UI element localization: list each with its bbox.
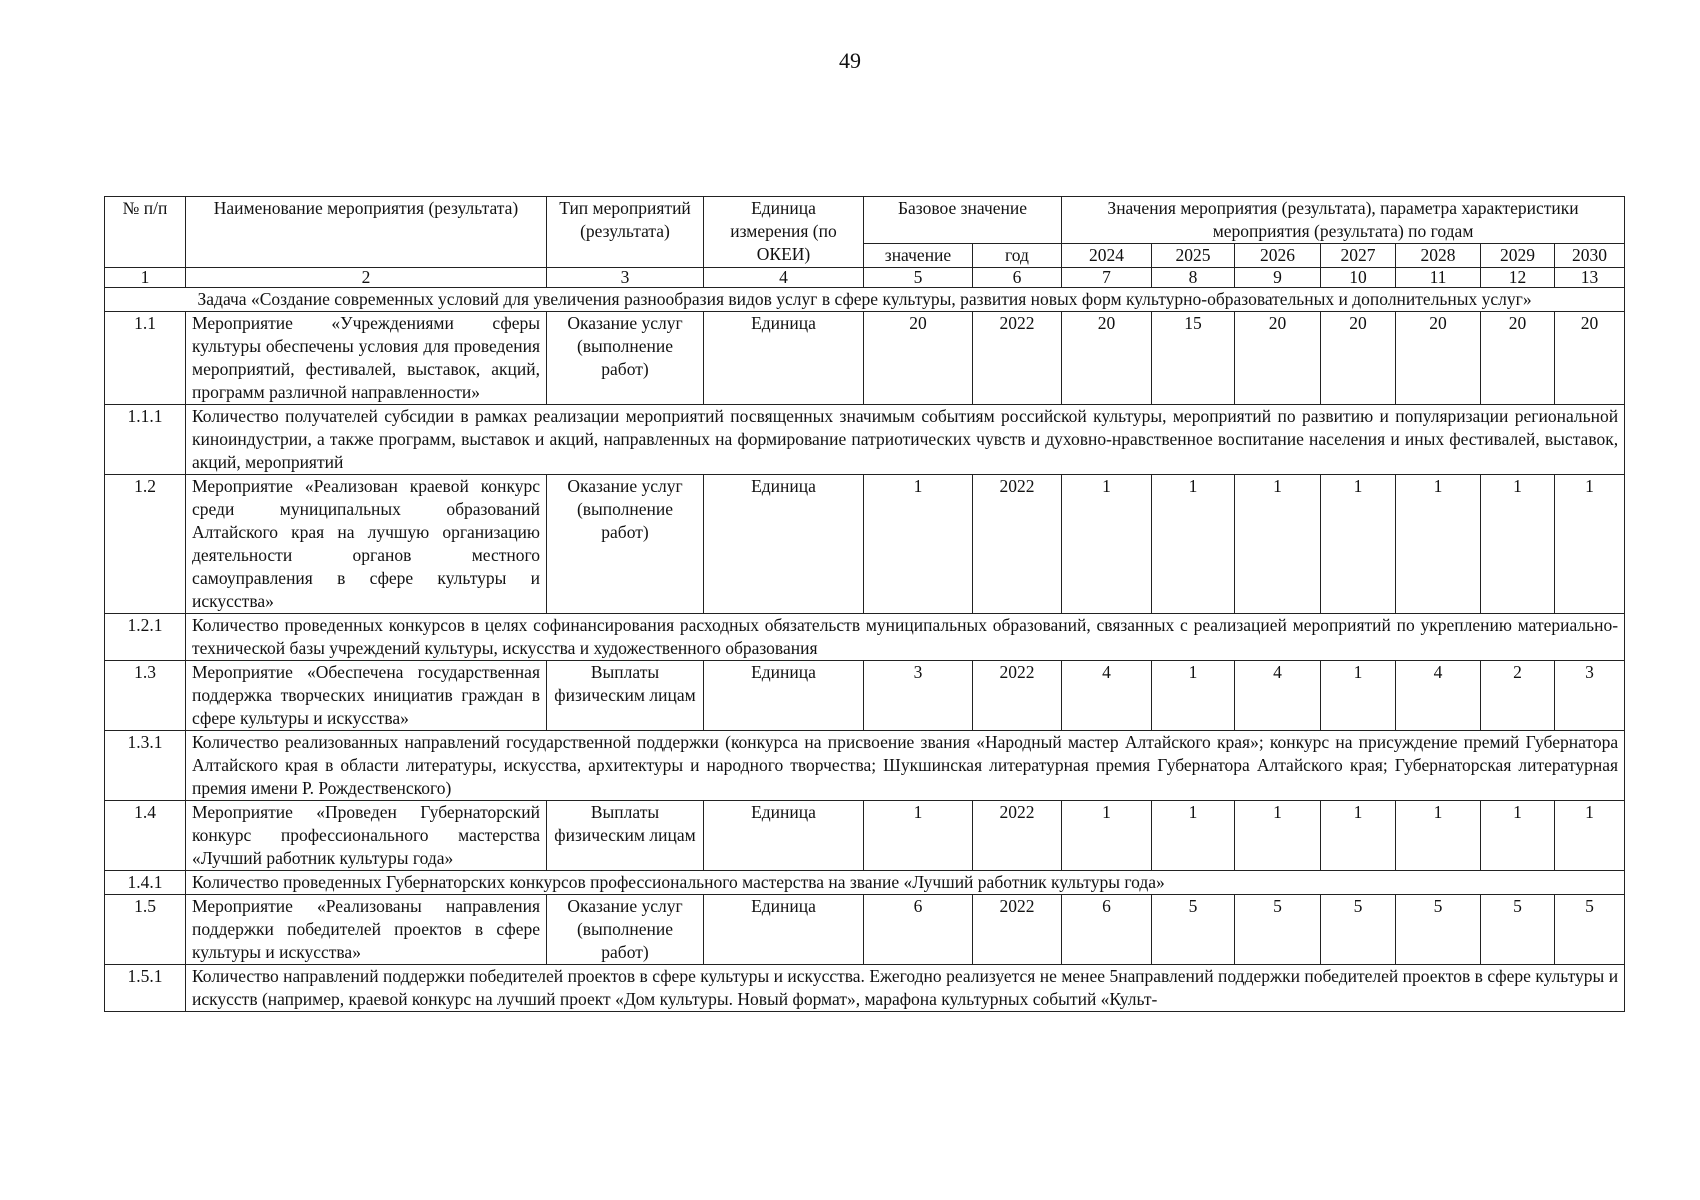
year-value: 5 <box>1321 895 1396 965</box>
task-row <box>105 288 1625 312</box>
header-num: № п/п <box>105 197 186 268</box>
activity-unit: Единица <box>704 661 864 731</box>
indicator-row <box>105 614 1625 661</box>
activity-name: Мероприятие «Обеспечена государственная поддержка творческих инициатив граждан в сфере культуры и искусства» <box>186 661 547 731</box>
activity-row <box>105 312 1625 405</box>
year-value: 1 <box>1062 801 1152 871</box>
header-base-value: значение <box>864 244 973 268</box>
year-value: 1 <box>1555 475 1625 614</box>
table-header <box>105 197 1625 288</box>
year-value: 1 <box>1152 661 1235 731</box>
base-value: 3 <box>864 661 973 731</box>
column-number: 6 <box>973 268 1062 288</box>
activity-row <box>105 475 1625 614</box>
year-value: 3 <box>1555 661 1625 731</box>
activity-type: Выплаты физическим лицам <box>547 661 704 731</box>
header-year: 2027 <box>1321 244 1396 268</box>
header-year: 2029 <box>1481 244 1555 268</box>
activity-name: Мероприятие «Учреждениями сферы культуры обеспечены условия для проведения мероприятий, фестивалей, выставок, акций, программ различной направленности» <box>186 312 547 405</box>
year-value: 1 <box>1321 801 1396 871</box>
indicator-text: Количество проведенных Губернаторских конкурсов профессионального мастерства на звание «Лучший работник культуры года» <box>186 871 1625 895</box>
activity-type: Оказание услуг (выполнение работ) <box>547 895 704 965</box>
activity-name: Мероприятие «Реализован краевой конкурс среди муниципальных образований Алтайского края на лучшую организацию деятельности органов местного самоуправления в сфере культуры и искусства» <box>186 475 547 614</box>
activity-row <box>105 661 1625 731</box>
year-value: 1 <box>1321 475 1396 614</box>
column-number: 3 <box>547 268 704 288</box>
column-number: 13 <box>1555 268 1625 288</box>
column-number: 11 <box>1396 268 1481 288</box>
header-year: 2028 <box>1396 244 1481 268</box>
activity-name: Мероприятие «Проведен Губернаторский конкурс профессионального мастерства «Лучший работник культуры года» <box>186 801 547 871</box>
base-value: 1 <box>864 475 973 614</box>
column-number: 1 <box>105 268 186 288</box>
year-value: 1 <box>1396 475 1481 614</box>
indicator-num: 1.2.1 <box>105 614 186 661</box>
year-value: 1 <box>1235 801 1321 871</box>
year-value: 1 <box>1152 475 1235 614</box>
year-value: 15 <box>1152 312 1235 405</box>
header-unit: Единица измерения (по ОКЕИ) <box>704 197 864 268</box>
year-value: 4 <box>1235 661 1321 731</box>
base-value: 1 <box>864 801 973 871</box>
activity-type: Оказание услуг (выполнение работ) <box>547 475 704 614</box>
year-value: 1 <box>1062 475 1152 614</box>
header-type: Тип мероприятий (результата) <box>547 197 704 268</box>
year-value: 20 <box>1555 312 1625 405</box>
indicator-row <box>105 731 1625 801</box>
year-value: 1 <box>1321 661 1396 731</box>
activity-num: 1.2 <box>105 475 186 614</box>
base-value: 20 <box>864 312 973 405</box>
activity-num: 1.3 <box>105 661 186 731</box>
year-value: 1 <box>1152 801 1235 871</box>
year-value: 5 <box>1481 895 1555 965</box>
indicator-text: Количество проведенных конкурсов в целях софинансирования расходных обязательств муниципальных образований, связанных с реализацией мероприятий по укреплению материально-технической базы учреждений культуры, искусства и художественного образования <box>186 614 1625 661</box>
activity-type: Выплаты физическим лицам <box>547 801 704 871</box>
year-value: 20 <box>1481 312 1555 405</box>
base-year: 2022 <box>973 475 1062 614</box>
header-year: 2024 <box>1062 244 1152 268</box>
year-value: 20 <box>1396 312 1481 405</box>
base-year: 2022 <box>973 312 1062 405</box>
year-value: 1 <box>1481 801 1555 871</box>
year-value: 4 <box>1062 661 1152 731</box>
activity-name: Мероприятие «Реализованы направления поддержки победителей проектов в сфере культуры и искусства» <box>186 895 547 965</box>
base-value: 6 <box>864 895 973 965</box>
year-value: 1 <box>1481 475 1555 614</box>
base-year: 2022 <box>973 895 1062 965</box>
year-value: 1 <box>1555 801 1625 871</box>
header-base-year: год <box>973 244 1062 268</box>
column-number-row <box>105 268 1625 288</box>
header-year: 2026 <box>1235 244 1321 268</box>
activity-num: 1.4 <box>105 801 186 871</box>
year-value: 5 <box>1152 895 1235 965</box>
indicator-row <box>105 871 1625 895</box>
indicator-row <box>105 405 1625 475</box>
task-text: Задача «Создание современных условий для увеличения разнообразия видов услуг в сфере культуры, развития новых форм культурно-образовательных и дополнительных услуг» <box>105 288 1625 312</box>
activity-type: Оказание услуг (выполнение работ) <box>547 312 704 405</box>
indicator-text: Количество получателей субсидии в рамках реализации мероприятий посвященных значимым событиям российской культуры, мероприятий по развитию и популяризации региональной киноиндустрии, а также программ, выставок и акций, направленных на формирование патриотических чувств и духовно-нравственное воспитание населения и иных фестивалей, выставок, акций, мероприятий <box>186 405 1625 475</box>
activity-row <box>105 801 1625 871</box>
year-value: 4 <box>1396 661 1481 731</box>
year-value: 1 <box>1235 475 1321 614</box>
indicator-num: 1.1.1 <box>105 405 186 475</box>
column-number: 2 <box>186 268 547 288</box>
year-value: 20 <box>1062 312 1152 405</box>
base-year: 2022 <box>973 661 1062 731</box>
table-body <box>105 288 1625 1012</box>
indicator-text: Количество реализованных направлений государственной поддержки (конкурса на присвоение звания «Народный мастер Алтайского края»; конкурс на присуждение премий Губернатора Алтайского края в области литературы, искусства, архитектуры и народного творчества; Шукшинская литературная премия Губернатора Алтайского края; Губернаторская литературная премия имени Р. Рождественского) <box>186 731 1625 801</box>
activities-table <box>104 196 1625 1012</box>
indicator-num: 1.4.1 <box>105 871 186 895</box>
activity-unit: Единица <box>704 801 864 871</box>
header-year: 2025 <box>1152 244 1235 268</box>
header-base: Базовое значение <box>864 197 1062 244</box>
year-value: 5 <box>1555 895 1625 965</box>
column-number: 5 <box>864 268 973 288</box>
header-years-group: Значения мероприятия (результата), параметра характеристики мероприятия (результата) по годам <box>1062 197 1625 244</box>
indicator-row <box>105 965 1625 1012</box>
year-value: 20 <box>1235 312 1321 405</box>
year-value: 20 <box>1321 312 1396 405</box>
column-number: 9 <box>1235 268 1321 288</box>
activity-unit: Единица <box>704 312 864 405</box>
indicator-num: 1.3.1 <box>105 731 186 801</box>
indicator-text: Количество направлений поддержки победителей проектов в сфере культуры и искусства. Ежегодно реализуется не менее 5направлений поддержки победителей проектов в сфере культуры и искусств (например, краевой конкурс на лучший проект «Дом культуры. Новый формат», марафона культурных событий «Культ- <box>186 965 1625 1012</box>
column-number: 12 <box>1481 268 1555 288</box>
activity-unit: Единица <box>704 475 864 614</box>
activity-num: 1.5 <box>105 895 186 965</box>
column-number: 7 <box>1062 268 1152 288</box>
page-number: 49 <box>839 48 861 73</box>
activity-num: 1.1 <box>105 312 186 405</box>
activity-unit: Единица <box>704 895 864 965</box>
indicator-num: 1.5.1 <box>105 965 186 1012</box>
header-year: 2030 <box>1555 244 1625 268</box>
year-value: 1 <box>1396 801 1481 871</box>
column-number: 10 <box>1321 268 1396 288</box>
base-year: 2022 <box>973 801 1062 871</box>
column-number: 8 <box>1152 268 1235 288</box>
year-value: 2 <box>1481 661 1555 731</box>
year-value: 5 <box>1396 895 1481 965</box>
year-value: 6 <box>1062 895 1152 965</box>
year-value: 5 <box>1235 895 1321 965</box>
activity-row <box>105 895 1625 965</box>
header-name: Наименование мероприятия (результата) <box>186 197 547 268</box>
column-number: 4 <box>704 268 864 288</box>
